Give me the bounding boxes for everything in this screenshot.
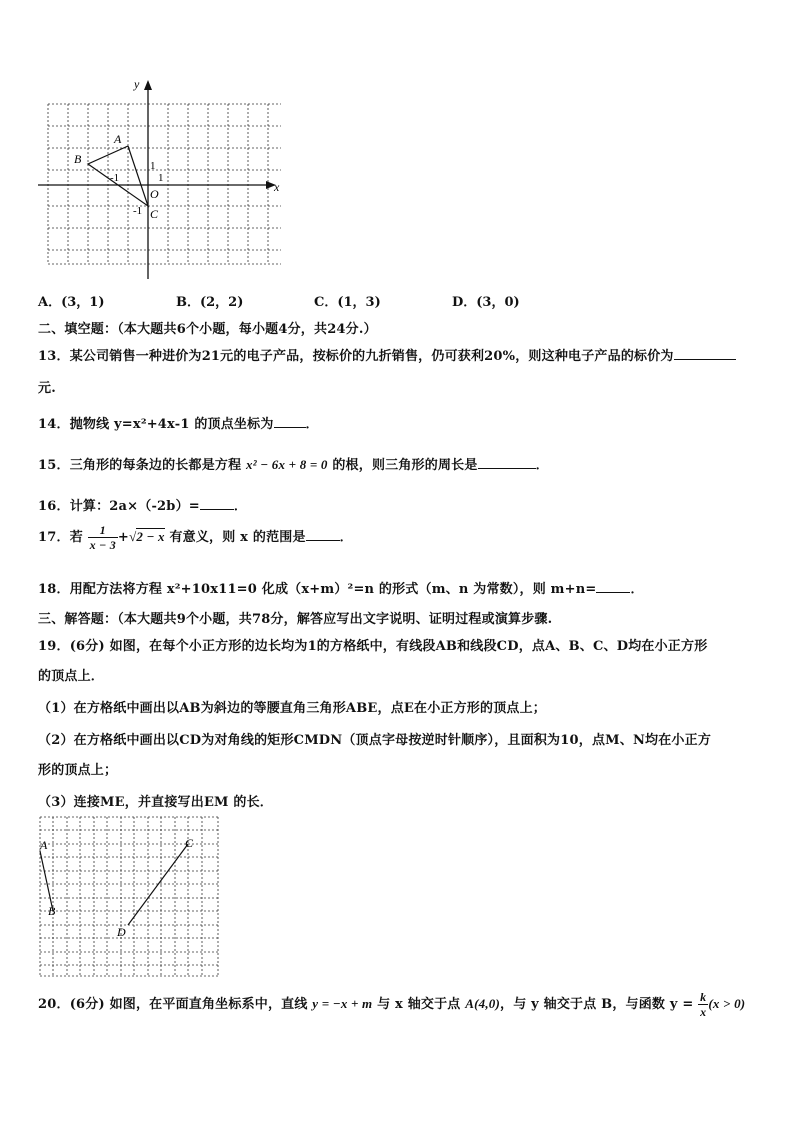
segment-ab bbox=[40, 851, 53, 911]
coordinate-figure bbox=[36, 74, 286, 284]
question-18: 18．用配方法将方程 x²+10x11=0 化成（x+m）²=n 的形式（m、n 为常数），则 m+n= ． bbox=[38, 582, 644, 597]
origin-label: O bbox=[150, 187, 159, 201]
point-a-label-2: A bbox=[40, 838, 48, 852]
tick-1-y: 1 bbox=[150, 160, 156, 172]
grid-figure bbox=[38, 815, 222, 979]
y-axis-arrow bbox=[144, 80, 152, 90]
point-b-label-2: B bbox=[48, 904, 56, 918]
tick-1-x: 1 bbox=[158, 172, 164, 184]
segment-cd bbox=[128, 844, 188, 925]
question-15: 15．三角形的每条边的长都是方程 x² − 6x + 8 = 0 的根，则三角形的周长是 ． bbox=[38, 457, 549, 473]
question-13: 13．某公司销售一种进价为21元的电子产品，按标价的九折销售，仍可获利20%，则这种电子产品的标价为 bbox=[38, 345, 736, 364]
tick-neg1-y: -1 bbox=[133, 205, 143, 217]
section-2-heading: 二、填空题：（本大题共6个小题，每小题4分，共24分.） bbox=[38, 322, 377, 337]
choice-c: C．(1，3) bbox=[314, 295, 381, 310]
question-19-part3: （3）连接ME，并直接写出EM 的长． bbox=[38, 795, 273, 810]
question-16: 16．计算：2a×（-2b）= ． bbox=[38, 499, 248, 514]
question-19-part2a: （2）在方格纸中画出以CD为对角线的矩形CMDN（顶点字母按逆时针顺序），且面积为10，点M、N均在小正方 bbox=[38, 733, 712, 748]
point-d-label-2: D bbox=[117, 925, 126, 939]
question-19-part1: （1）在方格纸中画出以AB为斜边的等腰直角三角形ABE，点E在小正方形的顶点上； bbox=[38, 701, 547, 716]
question-19-part2b: 形的顶点上； bbox=[38, 763, 118, 778]
tick-neg1-x: -1 bbox=[110, 172, 120, 184]
choice-d: D．(3，0) bbox=[452, 295, 520, 310]
point-b-label: B bbox=[74, 152, 82, 166]
question-19-line1: 19．(6分) 如图，在每个小正方形的边长均为1的方格纸中，有线段AB和线段CD，点A、B、C、D均在小正方形 bbox=[38, 639, 708, 654]
point-a-label: A bbox=[114, 132, 122, 146]
dashed-grid bbox=[48, 104, 281, 264]
question-17: 17．若 $\frac{1}{x - 3}$ +√2 − x 有意义，则 x 的范围是 ． bbox=[38, 523, 353, 552]
x-axis-label: x bbox=[274, 180, 280, 194]
fraction: $\frac{1}{x - 3}$ bbox=[89, 523, 116, 552]
choice-a: A．(3，1) bbox=[38, 295, 105, 310]
point-c-label: C bbox=[150, 207, 159, 221]
question-14: 14．抛物线 y=x²+4x-1 的顶点坐标为 ． bbox=[38, 417, 319, 432]
question-20: 20．(6分) 如图，在平面直角坐标系中，直线 y = −x + m 与 x 轴交于点 A(4,0)，与 y 轴交于点 B，与函数 y = $\frac{k}{x}$ (x > 0) bbox=[38, 990, 746, 1019]
question-19-line2: 的顶点上． bbox=[38, 669, 105, 684]
choice-b: B．(2，2) bbox=[176, 295, 244, 310]
sqrt-expression: √2 − x bbox=[129, 529, 165, 544]
y-axis-label: y bbox=[134, 77, 140, 91]
section-3-heading: 三、解答题：（本大题共9个小题，共78分，解答应写出文字说明、证明过程或演算步骤. bbox=[38, 612, 553, 627]
question-13-unit: 元. bbox=[38, 381, 56, 396]
point-c-label-2: C bbox=[185, 836, 194, 850]
